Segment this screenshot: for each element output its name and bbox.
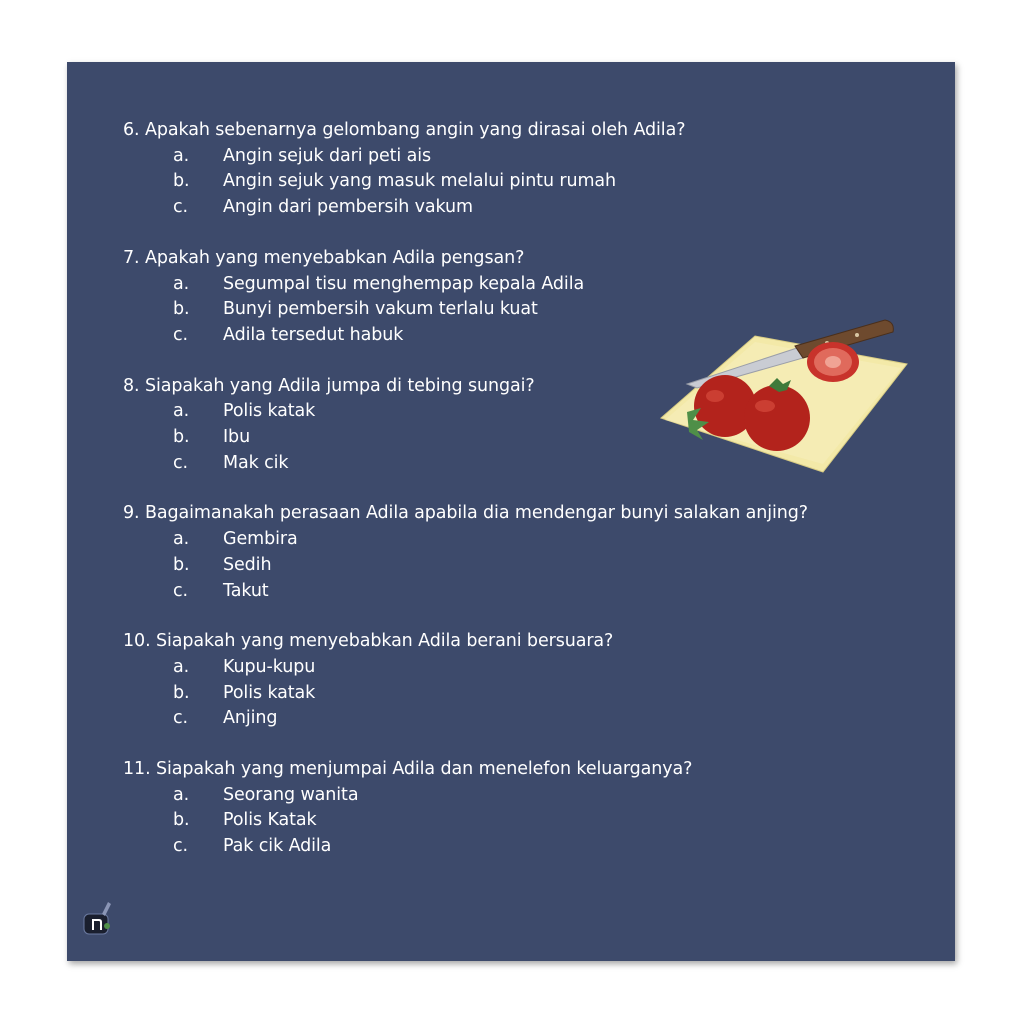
option-letter: b.	[173, 554, 190, 575]
option-c	[123, 579, 883, 605]
option-text: Anjing	[223, 708, 278, 729]
option-letter: c.	[173, 197, 188, 218]
option-text: Bunyi pembersih vakum terlalu kuat	[223, 299, 538, 320]
option-letter: b.	[173, 299, 190, 320]
option-c	[123, 706, 883, 732]
option-b	[123, 553, 883, 579]
question-list	[123, 118, 883, 885]
option-b	[123, 169, 883, 195]
option-letter: c.	[173, 580, 188, 601]
question-9	[123, 501, 883, 604]
question-6	[123, 118, 883, 221]
option-text: Adila tersedut habuk	[223, 324, 404, 345]
option-letter: c.	[173, 324, 188, 345]
option-letter: b.	[173, 171, 190, 192]
option-c	[123, 195, 883, 221]
option-text: Mak cik	[223, 452, 289, 473]
question-text: 6. Apakah sebenarnya gelombang angin yang dirasai oleh Adila?	[123, 120, 686, 140]
option-a	[123, 527, 883, 553]
option-b	[123, 808, 883, 834]
tomato-right	[744, 385, 810, 451]
option-text: Segumpal tisu menghempap kepala Adila	[223, 273, 585, 294]
option-text: Kupu-kupu	[223, 656, 316, 677]
option-b	[123, 681, 883, 707]
question-text: 9. Bagaimanakah perasaan Adila apabila dia mendengar bunyi salakan anjing?	[123, 503, 808, 524]
option-text: Angin dari pembersih vakum	[223, 197, 473, 218]
option-text: Sedih	[223, 554, 272, 575]
option-letter: a.	[173, 273, 190, 294]
option-letter: b.	[173, 810, 190, 831]
publisher-logo-icon	[81, 900, 115, 938]
question-text: 10. Siapakah yang menyebabkan Adila berani bersuara?	[123, 631, 614, 652]
option-letter: b.	[173, 427, 190, 448]
option-a	[123, 144, 883, 170]
tomatoes-illustration	[657, 314, 917, 484]
option-text: Pak cik Adila	[223, 836, 332, 857]
option-text: Polis Katak	[223, 810, 317, 831]
option-text: Polis katak	[223, 682, 316, 703]
option-text: Takut	[223, 580, 269, 601]
option-a	[123, 783, 883, 809]
question-text: 8. Siapakah yang Adila jumpa di tebing sungai?	[123, 375, 535, 396]
option-letter: a.	[173, 784, 190, 805]
worksheet-page	[67, 62, 955, 961]
option-letter: a.	[173, 401, 190, 422]
option-letter: a.	[173, 529, 190, 550]
option-text: Polis katak	[223, 401, 316, 422]
option-letter: c.	[173, 452, 188, 473]
option-letter: a.	[173, 656, 190, 677]
question-10	[123, 629, 883, 732]
option-a	[123, 655, 883, 681]
option-text: Seorang wanita	[223, 784, 359, 805]
option-text: Angin sejuk dari peti ais	[223, 145, 432, 166]
option-text: Gembira	[223, 529, 298, 550]
option-letter: a.	[173, 145, 190, 166]
question-text: 11. Siapakah yang menjumpai Adila dan menelefon keluarganya?	[123, 759, 693, 780]
question-11	[123, 757, 883, 860]
question-text: 7. Apakah yang menyebabkan Adila pengsan?	[123, 247, 525, 268]
option-letter: b.	[173, 682, 190, 703]
option-text: Angin sejuk yang masuk melalui pintu rumah	[223, 171, 617, 192]
option-c	[123, 834, 883, 860]
option-letter: c.	[173, 708, 188, 729]
option-a	[123, 272, 883, 298]
option-letter: c.	[173, 836, 188, 857]
option-text: Ibu	[223, 427, 251, 448]
